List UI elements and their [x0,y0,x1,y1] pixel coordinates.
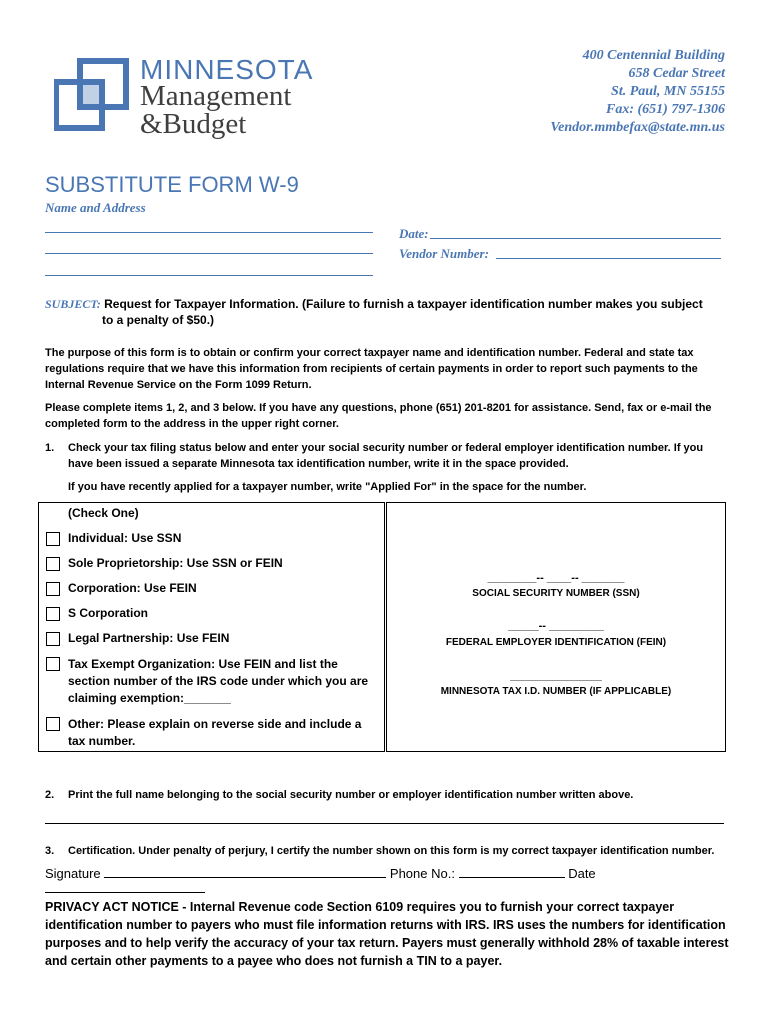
item-1-number: 1. [45,442,55,454]
phone-label: Phone No.: [389,866,455,881]
tax-exempt-line-3: claiming exemption:_______ [68,691,231,705]
ssn-label: SOCIAL SECURITY NUMBER (SSN) [472,588,640,599]
purpose-paragraph [45,345,698,393]
address-line-2: 658 Cedar Street [628,66,725,81]
option-other[interactable] [46,716,361,750]
logo-budget: &Budget [140,108,247,140]
subject-text-1: Request for Taxpayer Information. (Failure to furnish a taxpayer identification number makes you subject [104,297,703,311]
signature-row [45,866,725,896]
option-tax-exempt[interactable] [46,656,368,707]
checkbox-sole-proprietorship[interactable] [46,557,60,571]
privacy-line-1: PRIVACY ACT NOTICE - Internal Revenue code Section 6109 requires you to furnish your correct taxpayer [45,900,675,914]
fein-label: FEDERAL EMPLOYER IDENTIFICATION (FEIN) [445,637,667,648]
ssn-field[interactable]: ________-- ____-- _______ [487,572,625,584]
mn-tax-id-field[interactable]: _______________ [510,670,602,682]
date-2-field[interactable] [45,892,205,893]
tax-exempt-line-2: section number of the IRS code under which you are [68,674,369,688]
vendor-number-field[interactable] [496,258,721,259]
purpose-line-1: The purpose of this form is to obtain or confirm your correct taxpayer name and identification number. Federal and state tax [45,347,694,359]
checkbox-tax-exempt[interactable] [46,657,60,671]
option-s-corp-label: S Corporation [68,606,148,620]
option-legal-label: Legal Partnership: Use FEIN [68,631,230,645]
item-1-text [68,440,703,495]
address-email[interactable]: Vendor.mmbefax@state.mn.us [550,120,725,135]
option-legal-partnership[interactable] [46,630,229,647]
option-corporation[interactable] [46,580,197,597]
signature-field[interactable] [104,877,386,878]
tax-exempt-line-1: Tax Exempt Organization: Use FEIN and list the [68,657,338,671]
date-label: Date: [399,226,429,241]
address-line-1: 400 Centennial Building [582,48,725,63]
full-name-line[interactable] [45,823,724,824]
form-title: SUBSTITUTE FORM W-9 [45,172,299,197]
item-2-text: Print the full name belonging to the social security number or employer identification number written above. [68,789,634,801]
logo-minnesota: MINNESOTA [140,54,314,85]
subject-text-2: to a penalty of $50.) [102,313,215,327]
mn-tax-id-label: MINNESOTA TAX I.D. NUMBER (IF APPLICABLE) [440,686,672,697]
date-field[interactable] [430,238,721,239]
item-1-line-3: If you have recently applied for a taxpayer number, write "Applied For" in the space for the number. [68,481,587,493]
option-corporation-label: Corporation: Use FEIN [68,581,197,595]
mmb-logo-mark [54,58,134,136]
checkbox-other[interactable] [46,717,60,731]
phone-field[interactable] [459,877,565,878]
checkbox-s-corporation[interactable] [46,607,60,621]
vendor-number-label: Vendor Number: [399,246,489,261]
item-1-line-2: have been issued a separate Minnesota tax identification number, write it in the space provided. [68,458,569,470]
complete-line-1: Please complete items 1, 2, and 3 below. If you have any questions, phone (651) 201-8201 for assistance. Send, fax or e-mail the [45,402,712,414]
option-individual-label: Individual: Use SSN [68,531,182,545]
purpose-line-2: regulations require that we have this information from recipients of certain payments in order to report such payments to the [45,363,698,375]
option-sole-proprietorship[interactable] [46,555,283,572]
other-line-1: Other: Please explain on reverse side and include a [68,717,362,731]
checkbox-corporation[interactable] [46,582,60,596]
subject-block [45,295,703,313]
logo-management: Management [140,80,292,112]
option-s-corporation[interactable] [46,605,148,622]
check-one-label: (Check One) [68,506,139,520]
complete-line-2: completed form to the address in the upper right corner. [45,418,339,430]
privacy-notice [45,898,729,970]
other-line-2: tax number. [68,734,136,748]
fein-field[interactable]: _____-- _________ [507,620,605,632]
complete-paragraph [45,400,712,432]
address-block [550,47,725,137]
purpose-line-3: Internal Revenue Service on the Form 1099 Return. [45,379,312,391]
name-address-label: Name and Address [45,200,146,215]
item-3-text: Certification. Under penalty of perjury, I certify the number shown on this form is my correct taxpayer identification number. [68,845,715,857]
name-line-3[interactable] [45,275,373,276]
privacy-line-2: identification number to payers who must file information returns with IRS. IRS uses the numbers for identification [45,918,726,932]
checkbox-legal-partnership[interactable] [46,632,60,646]
address-line-3: St. Paul, MN 55155 [611,84,725,99]
item-3-number: 3. [45,845,55,857]
item-2-number: 2. [45,789,55,801]
checkbox-individual[interactable] [46,532,60,546]
name-line-1[interactable] [45,232,373,233]
option-individual[interactable] [46,530,181,547]
date-2-label: Date [568,866,596,881]
name-line-2[interactable] [45,253,373,254]
item-1-line-1: Check your tax filing status below and enter your social security number or federal employer identification number. If you [68,442,704,454]
signature-label: Signature [45,866,101,881]
privacy-line-3: purposes and to help verify the accuracy of your tax return. Payers must generally withhold 28% of taxable interest [45,936,729,950]
privacy-line-4: and certain other payments to a payee who does not furnish a TIN to a payer. [45,954,503,968]
option-sole-label: Sole Proprietorship: Use SSN or FEIN [68,556,283,570]
subject-label: SUBJECT: [45,297,101,311]
address-line-4: Fax: (651) 797-1306 [606,102,725,117]
